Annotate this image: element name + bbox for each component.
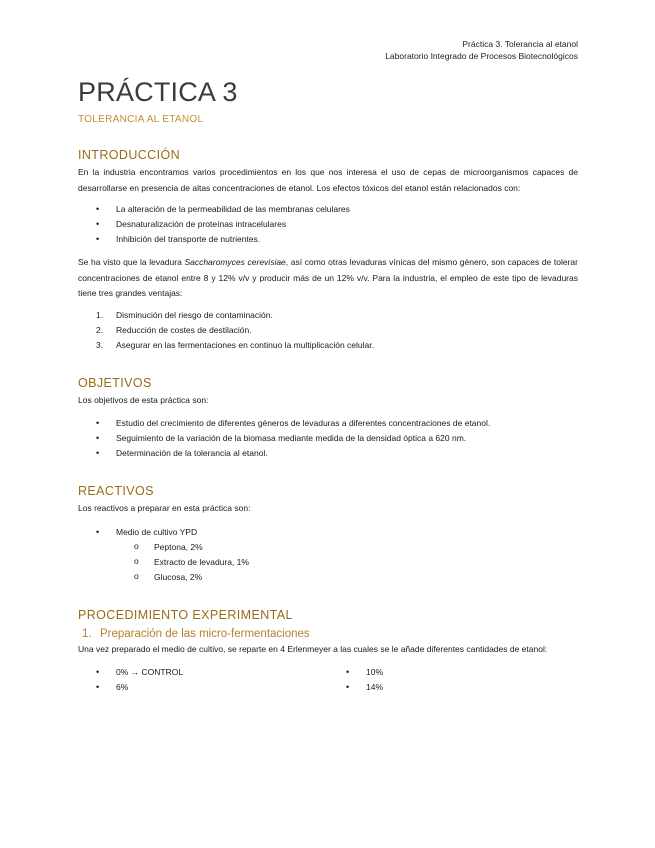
objectives-heading: OBJETIVOS bbox=[78, 375, 152, 390]
list-item: • Desnaturalización de proteínas intracelulares bbox=[78, 217, 578, 232]
list-item bbox=[78, 323, 578, 338]
document-page bbox=[78, 38, 578, 695]
intro-paragraph-1: En la industria encontramos varios procedimientos en los que nos interesa el uso de cepas de microorganismos capaces de desarrollarse en presencia de altas concentraciones de etanol. Los efectos tóxicos del etanol están relacionados con: bbox=[78, 167, 578, 193]
page-subtitle: TOLERANCIA AL ETANOL bbox=[78, 114, 204, 125]
sub-list-item: o Glucosa, 2% bbox=[78, 570, 578, 585]
concentrations-col-1 bbox=[78, 665, 328, 695]
ethanol-concentrations bbox=[78, 665, 578, 695]
paragraph-text: Se ha visto que la levadura bbox=[78, 257, 185, 267]
subheading-number: 1. bbox=[82, 627, 92, 640]
page-title: PRÁCTICA 3 bbox=[78, 77, 238, 107]
species-name: Saccharomyces cerevisiae bbox=[184, 257, 286, 267]
header-practice-title: Práctica 3. Tolerancia al etanol bbox=[462, 39, 578, 49]
list-item: • 6% bbox=[78, 680, 328, 695]
list-number: 3. bbox=[96, 339, 104, 350]
concentrations-col-2 bbox=[328, 665, 578, 695]
list-number: 2. bbox=[96, 324, 104, 335]
intro-heading: INTRODUCCIÓN bbox=[78, 148, 181, 162]
paragraph-text: , así como otras levaduras vínicas del mismo género, son capaces de tolerar concentraciones de etanol entre 8 y 12% v/v y producir más de un 12% v/v. Para la industria, el empleo de este tipo de levaduras tiene tres grandes ventajas: bbox=[78, 257, 578, 298]
procedure-heading: PROCEDIMIENTO EXPERIMENTAL bbox=[78, 607, 293, 622]
procedure-paragraph: Una vez preparado el medio de cultivo, se reparte en 4 Erlenmeyer a las cuales se le añade diferentes cantidades de etanol: bbox=[78, 643, 548, 654]
objectives-list bbox=[78, 416, 578, 461]
list-item: • Inhibición del transporte de nutrientes. bbox=[78, 232, 578, 247]
procedure-subheading bbox=[78, 627, 578, 642]
intro-paragraph-2 bbox=[78, 255, 578, 302]
list-item bbox=[78, 308, 578, 323]
subheading-title: Preparación de las micro-fermentaciones bbox=[100, 627, 310, 640]
running-header bbox=[78, 38, 578, 62]
sub-list-item: o Extracto de levadura, 1% bbox=[78, 555, 578, 570]
list-text: Asegurar en las fermentaciones en continuo la multiplicación celular. bbox=[116, 339, 374, 350]
list-item: • Medio de cultivo YPD bbox=[78, 525, 578, 540]
list-text: Disminución del riesgo de contaminación. bbox=[116, 309, 273, 320]
list-text: Reducción de costes de destilación. bbox=[116, 324, 252, 335]
reagents-list bbox=[78, 525, 578, 585]
sub-list-item: o Peptona, 2% bbox=[78, 540, 578, 555]
list-number: 1. bbox=[96, 309, 104, 320]
list-item: • 14% bbox=[328, 680, 578, 695]
list-item: • 0% → CONTROL bbox=[78, 665, 328, 680]
reagents-intro: Los reactivos a preparar en esta práctica son: bbox=[78, 503, 251, 513]
list-item: • Seguimiento de la variación de la biomasa mediante medida de la densidad óptica a 620 nm. bbox=[78, 431, 578, 446]
list-item: • Estudio del crecimiento de diferentes géneros de levaduras a diferentes concentraciones de etanol. bbox=[78, 416, 578, 431]
list-item: • 10% bbox=[328, 665, 578, 680]
list-item: • La alteración de la permeabilidad de las membranas celulares bbox=[78, 202, 578, 217]
objectives-intro: Los objetivos de esta práctica son: bbox=[78, 394, 209, 405]
list-item bbox=[78, 338, 578, 353]
effects-list bbox=[78, 202, 578, 247]
advantages-list bbox=[78, 308, 578, 353]
reagents-heading: REACTIVOS bbox=[78, 484, 154, 498]
header-course-name: Laboratorio Integrado de Procesos Biotecnológicos bbox=[385, 51, 578, 61]
list-item: • Determinación de la tolerancia al etanol. bbox=[78, 446, 578, 461]
